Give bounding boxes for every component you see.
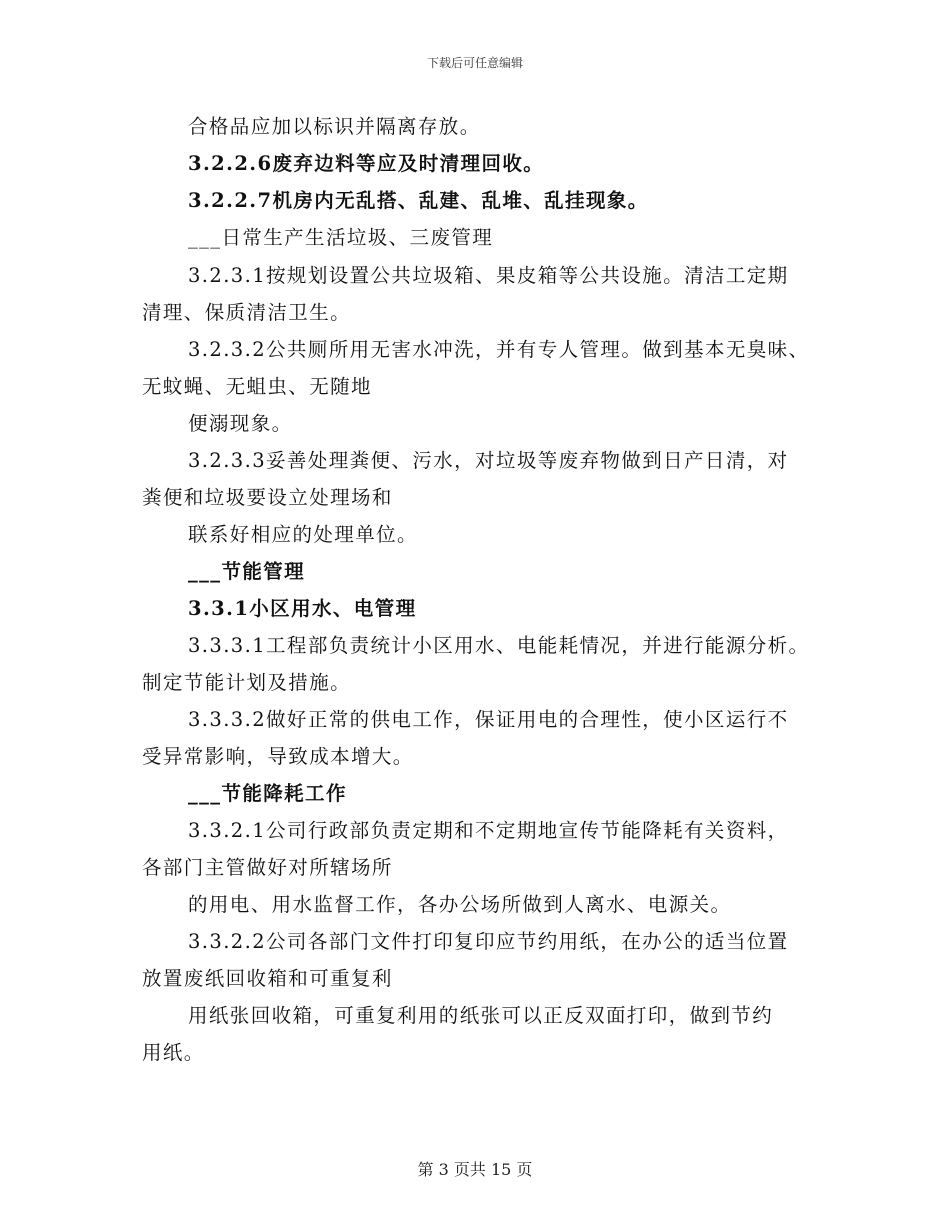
clause-3-2-3-2: 3.2.3.2公共厕所用无害水冲洗，并有专人管理。做到基本无臭味、 [188, 338, 810, 361]
paragraph-line: 制定节能计划及措施。 [142, 671, 352, 694]
clause-3-3-2-1: 3.3.2.1公司行政部负责定期和不定期地宣传节能降耗有关资料， [188, 819, 789, 842]
clause-3-3-2-2: 3.3.2.2公司各部门文件打印复印应节约用纸，在办公的适当位置 [188, 930, 789, 953]
section-heading-garbage: ___日常生产生活垃圾、三废管理 [188, 226, 494, 249]
clause-3-2-3-1: 3.2.3.1按规划设置公共垃圾箱、果皮箱等公共设施。清洁工定期 [188, 264, 789, 287]
paragraph-line: 用纸。 [142, 1041, 205, 1064]
paragraph-line: 无蚊蝇、无蛆虫、无随地 [142, 375, 372, 398]
section-heading-saving: ___节能降耗工作 [188, 782, 347, 805]
paragraph-line: 放置废纸回收箱和可重复利 [142, 967, 393, 990]
page-header: 下载后可任意编辑 [426, 56, 523, 70]
section-heading-energy: ___节能管理 [188, 560, 306, 583]
paragraph-line: 的用电、用水监督工作，各办公场所做到人离水、电源关。 [188, 893, 732, 916]
paragraph-line: 受异常影响，导致成本增大。 [142, 745, 414, 768]
clause-3-3-1: 3.3.1小区用水、电管理 [188, 597, 417, 620]
paragraph-line: 便溺现象。 [188, 412, 293, 435]
paragraph-line: 清理、保质清洁卫生。 [142, 301, 352, 324]
clause-3-3-3-2: 3.3.3.2做好正常的供电工作，保证用电的合理性，使小区运行不 [188, 708, 789, 731]
paragraph-line: 粪便和垃圾要设立处理场和 [142, 486, 393, 509]
paragraph-line: 各部门主管做好对所辖场所 [142, 856, 393, 879]
paragraph-line: 合格品应加以标识并隔离存放。 [188, 115, 481, 138]
clause-3-2-3-3: 3.2.3.3妥善处理粪便、污水，对垃圾等废弃物做到日产日清，对 [188, 449, 789, 472]
clause-3-2-2-7: 3.2.2.7机房内无乱搭、乱建、乱堆、乱挂现象。 [188, 189, 649, 212]
clause-3-3-3-1: 3.3.3.1工程部负责统计小区用水、电能耗情况，并进行能源分析。 [188, 634, 810, 657]
page-number: 第 3 页共 15 页 [417, 1160, 533, 1179]
paragraph-line: 联系好相应的处理单位。 [188, 523, 418, 546]
clause-3-2-2-6: 3.2.2.6废弃边料等应及时清理回收。 [188, 152, 545, 175]
paragraph-line: 用纸张回收箱，可重复利用的纸张可以正反双面打印，做到节约 [188, 1004, 774, 1027]
